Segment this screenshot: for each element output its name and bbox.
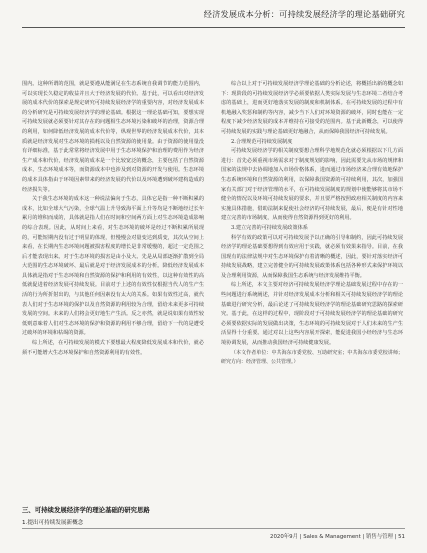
paragraph: 科学有效的政策可以对可持续发展予以正确的引导和制约，因此可持续发展经济学的理论基础要想得到有效应用于实践，就必须有效果来指导。目前，在我国现有的法律法规中对生态环境保护有着清晰的概述，因此，要针对落实经济可持续发展战略，建立完善健全的可持续发展政策体系包括各种形式来保护环境以及合理利用资源，从而保障我国生态系统与经济发展维持平衡。 — [221, 234, 403, 279]
running-title: 经济发展成本分析：可持续发展经济学的理论基础研究 — [203, 9, 405, 19]
paragraph: 围内。这种所谓的范围，就是要遵从能满足在生态系统自我调节的能力范围内，可以实现长久稳定的收益并且大于经济发展的代价。基于此，可以看出对经济发展的成本代价的探索是规定研究可持续发展经济学的重要内容，对经济发展成本的分析研究是可持续发展经济学的理论基础。根据这一理论基础可知，要想实现可持续发展就必须要针对其存在的问题相生态环境污染和破坏的治理，资源合理的利用，如何降低经济发展的成本代价等，纵观世界的经济发展成本代价，其本质就是经济发展对生态环境的损耗以及自然资源的使用量。由于资源的使用量没有详细标准，基于此常常将经济发展中用于生态环境保护和治理的费用作为经济生产成本和代价，经济发展的成本是一个比较宽泛的概念，主要包括了自然资源成本，生态环境成本等，而资源成本中也涉及到对资源的开发与使用。生态环境的成本具体指由于环境因素带来的经济发展的代价以及环境遭到破坏建构造成的经济损失等。 — [22, 81, 204, 193]
right-column — [221, 80, 403, 368]
section-heading: 三、可持续发展经济学的理论基础的研究思路 — [22, 506, 150, 514]
header-divider — [22, 27, 405, 28]
paragraph: 综上所述，本文主要对经济可持续发展经济学理论基础发展过程中存在的一些问题进行系统阐述，并针对经济发展成本分析和相关可持续发展经济学的理论基础进行研究分析，最后论述了可持续发展经济学的理论基础研究思路的探索研究。基于此，在这样的过程中，现阶段对于可持续发展经济学的理论基础的研究必须要依据实际的发展做出决策，生态环境的可持续发展对于人们未来的生产生活显得十分重要。通过对以上这些内容展开探索，能促进我国小经经济与生态环境协调发展，从而推动我国经济可持续健康发展。 — [221, 282, 403, 347]
subsection-heading: 2.合理规范可持续发展制度 — [231, 138, 293, 145]
sub-heading: 1.提出可持续发展新概念 — [22, 520, 84, 526]
page-footer: 2020年9月 | Sales & Management | 销售与管理 | 51 — [270, 534, 405, 540]
author-note: （本文作者单位：中共海东市委党校、互助研究室；中共海东市委党校讲师；研究方向：经济管理、公共管理。） — [221, 349, 403, 366]
subsection-heading: 3.建立完善的可持续发展政策体系 — [231, 224, 308, 231]
paragraph: 综上所述，在可持续发展的模式下要想最大程度降低发展成本和代价，就必须不可能增大生态环境保护和自然资源利用的有效性。 — [22, 340, 204, 356]
left-column — [22, 80, 204, 358]
paragraph: 综合以上对于可持续发展经济学理论基础的分析论述，将概括出新的概念如下：现阶段的可持续发展经济学必须要依据人类实际发展与生态环境二者结合考虑的基础上，进而更好地落实发展的制度和机制体系。在可持续发展的过程中有机地融入奖惩和制约等内容，减少当下人们对环境资源的破坏，同时也能在一定程度下减少经济发展的成本并维持在可接受的范围内。基于此新概念，可以使得可持续发展的实践与理论基础更好地融合，从而保障我国经济可持续发展。 — [221, 81, 403, 135]
paragraph: 可持续发展经济学的相关制度要想合理科学地规范化就必须根据以下几方面进行：首先必须重视市场需求对于制度规划的影响，因此需要先从市场的规律和国家的法规中去协调地加入市场价格体系，进而通过市场经济来合理有效地保护生态系统环境和自然资源的利用，以保障我国资源的可持续利用，其次，加强国家有关部门对于经济管理的水平，在可持续发展制度的规划中使能够将其市场不健全的情况以及环境可持续发展的要求，并且要严格按照政府相关制度的内容来实施具体措施，借助法制来促使社会经济的可持续发展，最后，便是有针对性地建立完善的市场制度，从而使得自然资源得到更好的利用。 — [221, 148, 403, 222]
paragraph: 关于我生态环境的成本这一种说法偏向于生态，具体它是指一种不断积累的成本，比如全球大气污染，全球气温上升导致海平面上升等均是不断地经过长年累月的堆积而成的，具体就是指人们在时间和空间两方面上对生态环境造成影响的综合表现。因此，从时间上来看，对生态环境的破坏是经过不断积累所展现的，可能短期内没有过于明显的体现，但慢慢会对量变达到质变，其次从空间上来看，在长期内生态环境问题被损害程度的增长是非常缓慢的，超过一定范围之后才能表现出来。对于生态环境的损害是由小及大、先是从局部逐渐扩散到全局大范围的生态环境破坏、最后就是对于经济发展成本的分析。降低经济发展成本具体就是指对于生态环境和自然资源的保护和利用的有效性，以这种有效性的高低就促进着经济发展可持续发展。目前对于上述的有效性仅根据当代人的生产生活的行为所折射出的，与其他任何因素没有太大的关系。如果有效性过高，就代表人们对于生态环境的保护以及自然资源的利用较为合理，留给未来更多可持续发展的空间。未来的人们将会更好地生产生活。反之亦然，就是说如果有效性较低则意味着人们对生态环境的保护和资源的利用不够合理，留给下一代的是遭受过破坏的环境和枯竭的资源。 — [22, 196, 204, 337]
page-header — [0, 6, 427, 24]
footer-divider — [22, 528, 405, 529]
